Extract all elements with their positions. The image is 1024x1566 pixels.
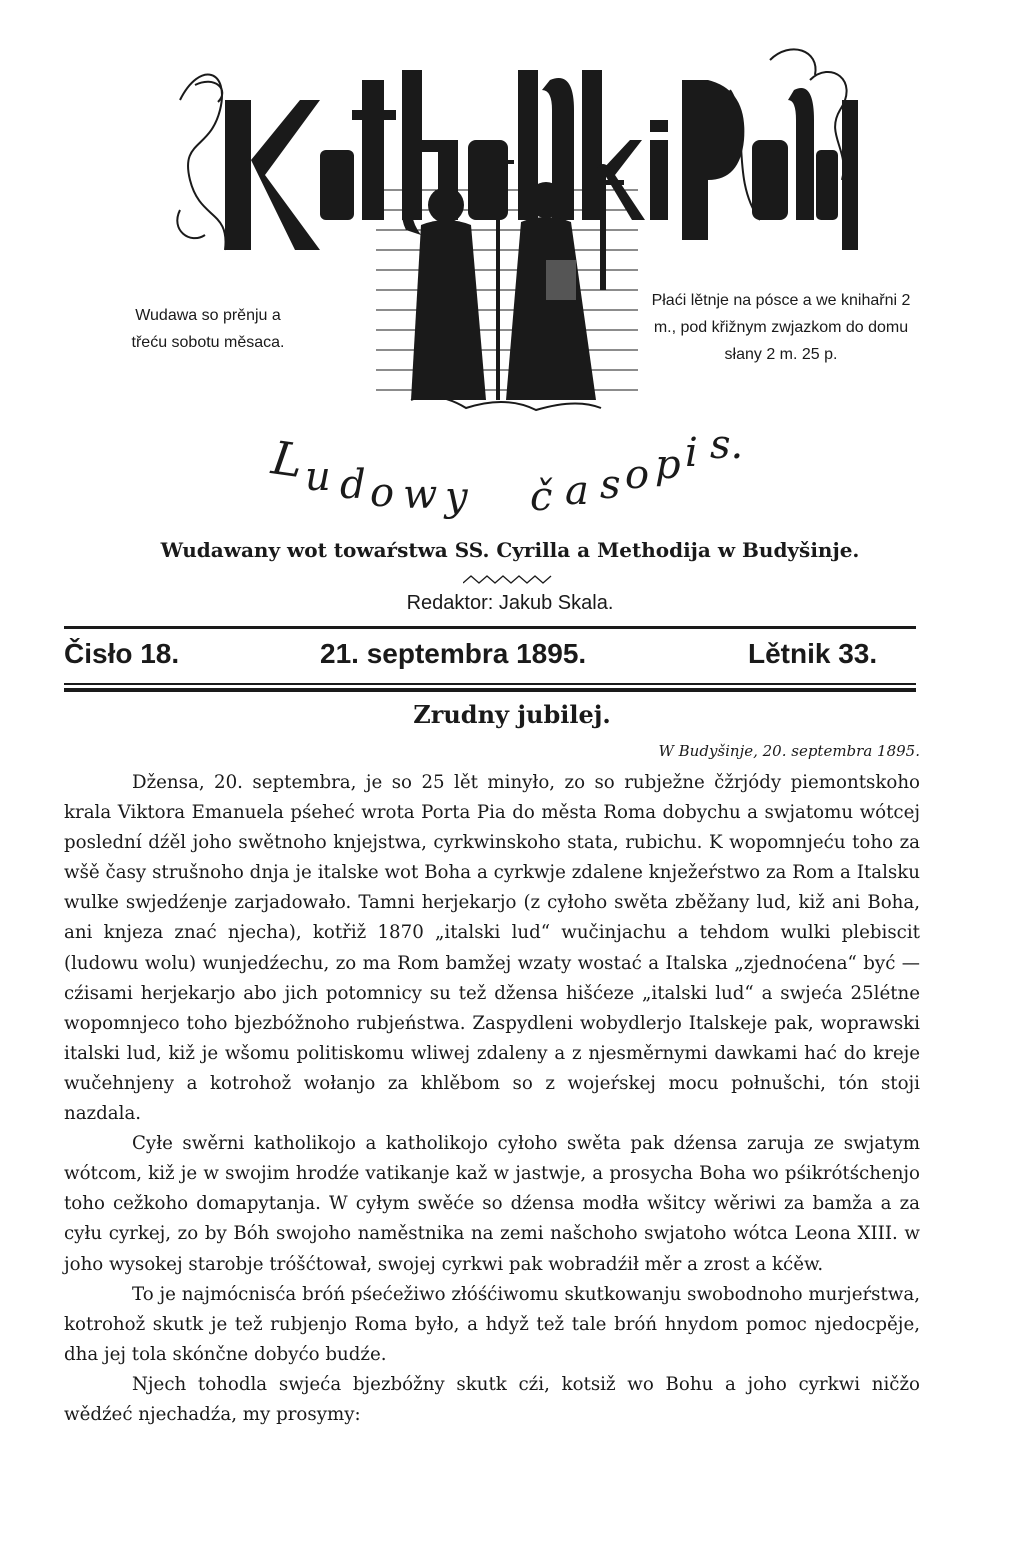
svg-text:s: s bbox=[600, 462, 621, 508]
divider-bottom-thick bbox=[64, 688, 916, 692]
svg-text:a: a bbox=[565, 468, 589, 514]
issue-date: 21. septembra 1895. bbox=[320, 638, 587, 669]
saints-illustration bbox=[376, 150, 638, 420]
article-paragraph: Cyłe swěrni katholikojo a katholikojo cyłoho swěta pak dźensa zaruja ze swjatym wótcom, kiž je w swojim hrodźe vatikanje kaž w jastwje, a prosycha Boha wo pśikrótśchenjo toho cežkoho domapytanja. W cyłym swěće so dźensa modła wšitcy wěriwi za bamža a za cyłu cyrkej, zo by Bóh swojoho naměstnika na zemi našchoho swjatoho wótca Leona XIII. w joho wysokej starobje tróšćtował, swojej cyrkwi pak wobradźił měr a zrost a kćěw. bbox=[64, 1133, 920, 1275]
svg-text:s.: s. bbox=[710, 422, 744, 468]
article-body bbox=[64, 768, 920, 1430]
article-dateline: W Budyšinje, 20. septembra 1895. bbox=[658, 742, 920, 760]
svg-text:y: y bbox=[445, 474, 468, 520]
publisher-line: Wudawany wot towaŕstwa SS. Cyrilla a Methodija w Budyšinje. bbox=[160, 538, 860, 562]
publication-schedule: Wudawa so prěnju a třeću sobotu měsaca. bbox=[131, 307, 285, 351]
issue-volume: Lětnik 33. bbox=[748, 638, 878, 669]
article-paragraph: Džensa, 20. septembra, je so 25 lět minyło, zo so rubježne čžrjódy piemontskoho krala Viktora Emanuela pśeheć wrota Porta Pia do města Roma dobychu a swjatomu wótcej poslední dźěl joho swětnoho knjejstwa, cyrkwinskoho stata, rubichu. K wopomnjeću toho za wšě časy strušnoho dnja je italske wot Boha a cyrkwje zdalene knježeŕstwo za Rom a Italsku wulke swjedźenje zarjadowało. Tamni herjekarjo (z cyłoho swěta zběžany lud, kiž ani Boha, ani knjeza znać njecha), kotřiž 1870 „italski lud“ wučinjachu a tehdom wulki plebiscit (ludowu wolu) wunjedźechu, zo ma Rom bamžej wzaty wostać a Italska „zjednoćena“ być — cźisami herjekarjo abo jich potomnicy su tež džensa hišćeze „italski lud“ a swjeća 25létne wopomnjeco toho bjezbóžnoho rubjeństwa. Zaspydleni wobydlerjo Italskeje pak, woprawski italski lud, kiž je wšomu politiskomu wliwej zdaleny a z njesměrnymi dawkami hać do kreje wučehnjeny a kotrohož wołanjo za khlěbom so z wojeŕskej mocu połnušchi, tón stoji nazdala. bbox=[64, 772, 920, 1125]
svg-text:o: o bbox=[370, 470, 395, 516]
article-paragraph: Njech tohodla swjeća bjezbóžny skutk cźi, kotsiž wo Bohu a joho cyrkwi ničžo wědźeć njechadźa, my prosymy: bbox=[64, 1373, 920, 1425]
svg-text:L: L bbox=[268, 430, 307, 489]
subtitle-script bbox=[240, 418, 800, 528]
divider-top bbox=[64, 626, 916, 629]
svg-text:p: p bbox=[655, 442, 681, 488]
article-title: Zrudny jubilej. bbox=[413, 700, 611, 729]
issue-info-row bbox=[64, 638, 916, 678]
issue-number: Čisło 18. bbox=[64, 638, 180, 669]
svg-text:i: i bbox=[685, 430, 698, 476]
svg-text:u: u bbox=[305, 454, 331, 500]
editor-line: Redaktor: Jakub Skala. bbox=[406, 592, 614, 614]
ornament-squiggle bbox=[463, 573, 555, 587]
svg-text:č: č bbox=[530, 474, 553, 520]
svg-text:w: w bbox=[403, 472, 438, 518]
divider-bottom-thin bbox=[64, 683, 916, 685]
article-paragraph: To je najmócnisća bróń pśećežiwo złóśćiwomu skutkowanju swobodnoho murjeŕstwa, kotrohož skutk je tež rubjenjo Roma było, a hdyž tež tale bróń hnydom pomoc njedocpěje, dha jej tola skónčne dobyćo budźe. bbox=[64, 1283, 920, 1365]
svg-text:d: d bbox=[340, 462, 366, 508]
svg-text:o: o bbox=[625, 452, 650, 498]
subscription-price: Płaći lětnje na pósce a we knihařni 2 m., pod křižnym zwjazkom do domu słany 2 m. 25 p. bbox=[651, 292, 911, 363]
